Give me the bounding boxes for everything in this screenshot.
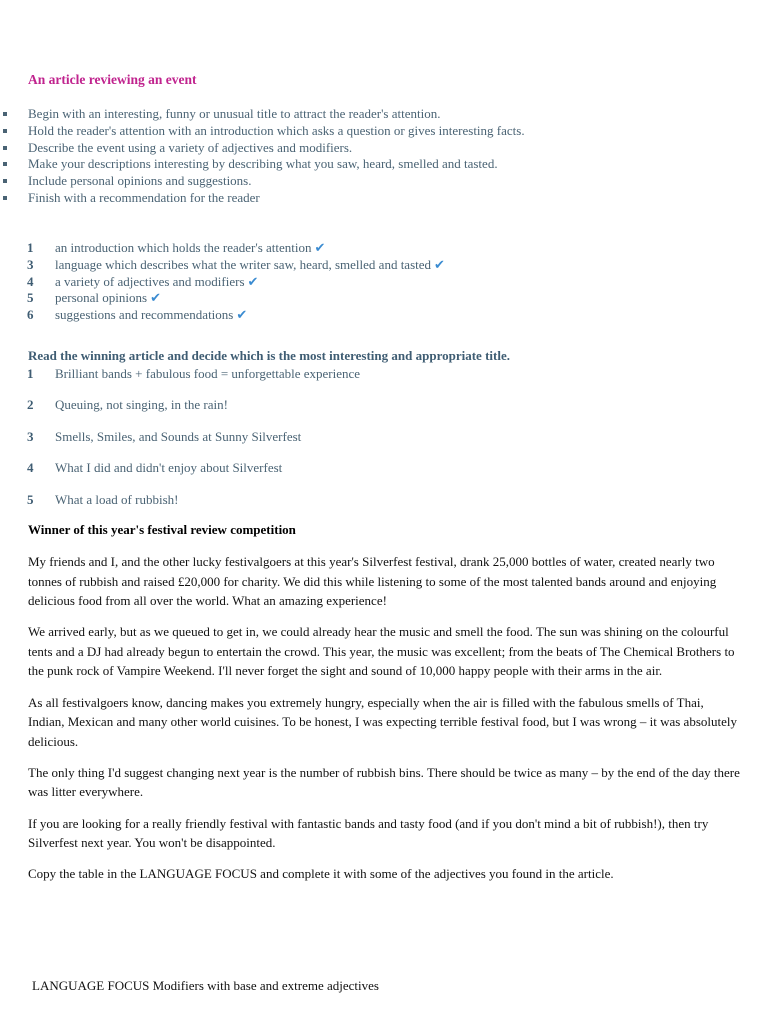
title-option-text: Queuing, not singing, in the rain! [55,397,228,413]
article-task: Copy the table in the LANGUAGE FOCUS and complete it with some of the adjectives you found in the article. [28,866,614,882]
article-paragraph: My friends and I, and the other lucky festivalgoers at this year's Silverfest festival, drank 25,000 bottles of water, created nearly two tonnes of rubbish and raised £20,000 for charity. We did this while listening to some of the most talented bands around and enjoying delicious food from all over the world. What an amazing experience! [28,554,717,609]
section-heading: An article reviewing an event [28,72,197,87]
tip-item: Begin with an interesting, funny or unusual title to attract the reader's attention. [0,106,525,123]
article-body [28,552,740,895]
tip-item: Hold the reader's attention with an introduction which asks a question or gives interesting facts. [0,123,525,140]
tip-item: Describe the event using a variety of adjectives and modifiers. [0,140,525,157]
tip-item: Include personal opinions and suggestions. [0,173,525,190]
checklist-number: 1 [27,240,34,255]
square-bullet-icon [3,179,7,183]
checklist-number: 6 [27,307,34,323]
title-option-number: 3 [27,428,34,444]
square-bullet-icon [3,146,7,150]
checkmark-icon: ✔ [314,241,326,256]
language-focus-heading: LANGUAGE FOCUS Modifiers with base and extreme adjectives [32,978,379,993]
article-paragraph: We arrived early, but as we queued to get in, we could already hear the music and smell the food. The sun was shining on the colourful tents and a DJ had already begun to entertain the crowd. This year, the music was excellent; from the beats of The Chemical Brothers to the punk rock of Vampire Weekend. I'll never forget the sight and sound of 10,000 happy people with their arms in the air. [28,624,735,679]
checklist-text: personal opinions [55,290,148,306]
checklist-number: 4 [27,273,34,289]
tip-item: Finish with a recommendation for the reader [0,190,525,207]
title-option-number: 2 [27,397,34,413]
checkmark-icon: ✔ [434,257,445,273]
checklist-text: an introduction which holds the reader's attention [55,240,312,255]
checkmark-icon: ✔ [247,274,259,290]
checklist-text: language which describes what the writer saw, heard, smelled and tasted [55,256,432,272]
instruction-text: Read the winning article and decide which is the most interesting and appropriate title. [28,348,510,363]
checkmark-icon: ✔ [236,308,248,324]
checklist-text: suggestions and recommendations [55,307,234,323]
title-option-number: 5 [27,491,34,507]
tip-item: Make your descriptions interesting by describing what you saw, heard, smelled and tasted. [0,156,525,173]
title-option-number: 1 [27,366,34,381]
article-paragraph: If you are looking for a really friendly festival with fantastic bands and tasty food (and if you don't mind a bit of rubbish!), then try Silverfest next year. You won't be disappointed. [28,815,709,851]
square-bullet-icon [3,162,7,166]
checklist-number: 5 [27,290,34,306]
article-paragraph: As all festivalgoers know, dancing makes you extremely hungry, especially when the air is filled with the fabulous smells of Thai, Indian, Mexican and many other world cuisines. To be honest, I was expecting terrible festival food, but I was wrong – it was absolutely delicious. [28,694,737,749]
title-option-text: What I did and didn't enjoy about Silverfest [55,460,283,476]
checklist-text: a variety of adjectives and modifiers [55,273,245,289]
title-option-text: What a load of rubbish! [55,491,179,507]
square-bullet-icon [3,129,7,133]
tips-list [0,106,525,207]
square-bullet-icon [3,112,7,116]
square-bullet-icon [3,196,7,200]
title-option-text: Brilliant bands + fabulous food = unforgettable experience [55,366,361,381]
article-heading: Winner of this year's festival review competition [28,522,296,537]
title-option-text: Smells, Smiles, and Sounds at Sunny Silverfest [55,428,302,444]
title-option-number: 4 [27,460,34,476]
checkmark-icon: ✔ [150,291,161,307]
article-paragraph: The only thing I'd suggest changing next year is the number of rubbish bins. There should be twice as many – by the end of the day there was litter everywhere. [28,764,740,800]
checklist-number: 3 [27,256,34,272]
